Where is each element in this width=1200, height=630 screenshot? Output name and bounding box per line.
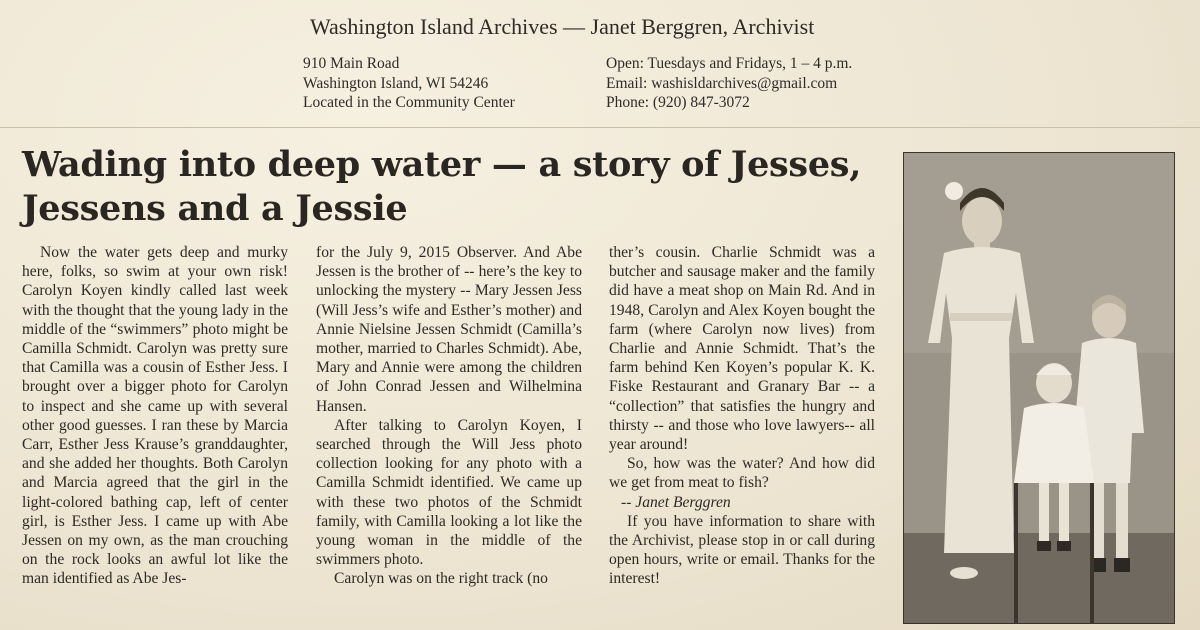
article-column-1 <box>22 243 288 589</box>
email-line: Email: washisldarchives@gmail.com <box>606 74 838 92</box>
article-headline <box>22 143 892 231</box>
address-line: Located in the Community Center <box>303 94 515 111</box>
paragraph: for the July 9, 2015 Observer. And Abe Jessen is the brother of -- here’s the key to unlocking the mystery -- Mary Jessen Jess (Will Jess’s wife and Esther’s mother) and Annie Nielsine Jessen Schmidt (Camilla’s mother, married to Charles Schmidt). Abe, Mary and Annie were among the children of John Conrad Jessen and Wilhelmina Hansen. <box>316 244 582 415</box>
phone-line: Phone: (920) 847-3072 <box>606 94 750 111</box>
article-column-3 <box>609 243 875 589</box>
paragraph: Now the water gets deep and murky here, folks, so swim at your own risk! Carolyn Koyen kindly called last week with the thought that the young lady in the middle of the “swimmers” photo might be Camilla Schmidt. Carolyn was pretty sure that Camilla was a cousin of Esther Jess. I brought over a bigger photo for Carolyn to inspect and she came up with several other good guesses. I ran these by Marcia Carr, Esther Jess Krause’s granddaughter, and she added her thoughts. Both Carolyn and Marcia agreed that the girl in the light-colored bathing cap, left of center girl, is Esther Jess. I came up with Abe Jessen on my own, as the man crouching on the rock looks an awful lot like the man identified as Abe Jes- <box>22 244 288 588</box>
paragraph: Carolyn was on the right track (no <box>334 570 548 588</box>
contact-block <box>606 54 852 113</box>
paragraph: So, how was the water? And how did we get from meat to fish? <box>609 455 875 492</box>
hours-line: Open: Tuesdays and Fridays, 1 – 4 p.m. <box>606 55 853 72</box>
address-line: Washington Island, WI 54246 <box>303 74 489 92</box>
address-block <box>303 54 515 113</box>
headline-line: Jessens and a Jessie <box>22 188 408 229</box>
address-line: 910 Main Road <box>303 55 400 72</box>
column-header: Washington Island Archives — Janet Berggren, Archivist <box>310 14 815 39</box>
header-divider <box>0 127 1200 128</box>
family-photo-illustration <box>904 153 1174 623</box>
paragraph: After talking to Carolyn Koyen, I searched through the Will Jess photo collection looking for any photo with a Camilla Schmidt identified. We came up with these two photos of the Schmidt family, with Camilla looking a lot like the young woman in the middle of the swimmers photo. <box>316 416 582 569</box>
signature: -- Janet Berggren <box>621 493 731 511</box>
headline-line: Wading into deep water — a story of Jesses, <box>22 144 862 185</box>
family-photo <box>903 152 1175 624</box>
paragraph: ther’s cousin. Charlie Schmidt was a butcher and sausage maker and the family did have a meat shop on Main Rd. And in 1948, Carolyn and Alex Koyen bought the farm (where Carolyn now lives) from Charlie and Annie Schmidt. That’s the farm behind Ken Koyen’s popular K. K. Fiske Restaurant and Granary Bar -- a “collection” that satisfies the hungry and thirsty -- and those who love lawyers-- all year around! <box>609 244 875 454</box>
paragraph: If you have information to share with the Archivist, please stop in or call during open hours, write or email. Thanks for the interest! <box>609 512 875 588</box>
article-column-2 <box>316 243 582 589</box>
